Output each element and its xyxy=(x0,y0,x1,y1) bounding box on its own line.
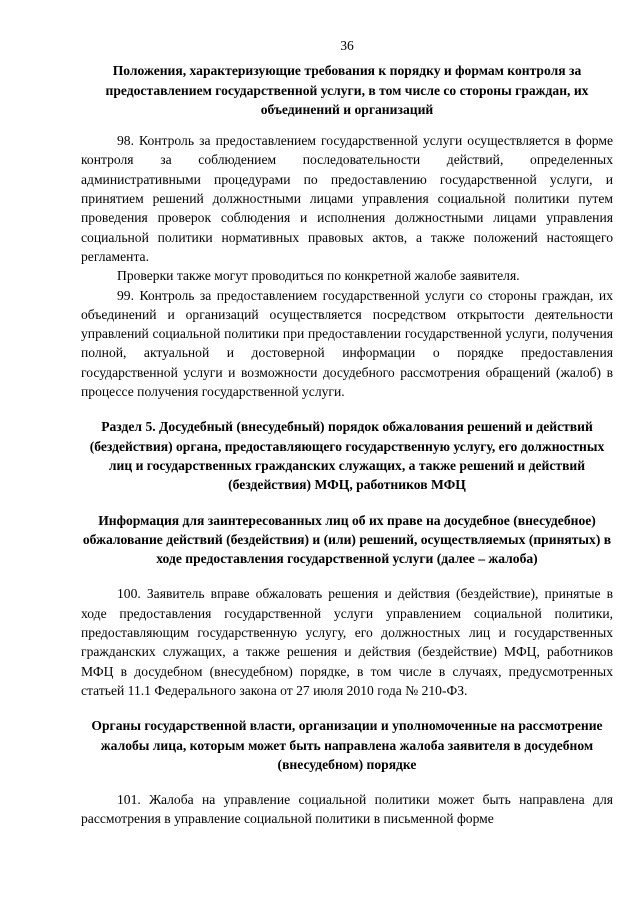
heading-control-provisions: Положения, характеризующие требования к порядку и формам контроля за предоставлением государственной услуги, в том числе со стороны граждан, их объединений и организаций xyxy=(105,63,589,117)
heading-section-5: Раздел 5. Досудебный (внесудебный) порядок обжалования решений и действий (бездействия) органа, предоставляющего государственную услугу, его должностных лиц и государственных гражданских служащих, а также решений и действий (бездействия) МФЦ, работников МФЦ xyxy=(89,419,605,493)
paragraph-98-check: Проверки также могут проводиться по конкретной жалобе заявителя. xyxy=(117,268,520,284)
paragraph-98: 98. Контроль за предоставлением государственной услуги осуществляется в форме контроля за соблюдением последовательности действий, определенных административными процедурами по предоставлению государственной услуги, и принятием решений должностными лицами управления социальной политики путем проведения проверок соблюдения и исполнения должностными лицами управления социальной политики нормативных правовых актов, а также положений настоящего регламента. xyxy=(81,133,613,264)
paragraph-101: 101. Жалоба на управление социальной политики может быть направлена для рассмотрения в управление социальной политики в письменной форме xyxy=(81,792,613,827)
paragraph-100: 100. Заявитель вправе обжаловать решения и действия (бездействие), принятые в ходе предоставления государственной услуги управлением социальной политики, предоставляющим государственную услугу, его должностных лиц и государственных гражданских служащих, а также решения и действия (бездействие) МФЦ, работников МФЦ в досудебном (внесудебном) порядке, в том числе в случаях, предусмотренных статьей 11.1 Федерального закона от 27 июля 2010 года № 210-ФЗ. xyxy=(81,586,613,698)
heading-complaint-bodies: Органы государственной власти, организации и уполномоченные на рассмотрение жалобы лица, которым может быть направлена жалоба заявителя в досудебном (внесудебном) порядке xyxy=(91,718,603,772)
heading-appeal-information: Информация для заинтересованных лиц об их праве на досудебное (внесудебное) обжалование действий (бездействия) и (или) решений, осуществляемых (принятых) в ходе предоставления государственной услуги (далее – жалоба) xyxy=(82,512,612,567)
paragraph-99: 99. Контроль за предоставлением государственной услуги со стороны граждан, их объединений и организаций осуществляется посредством открытости деятельности управлений социальной политики при предоставлении государственной услуги, получения полной, актуальной и достоверной информации о порядке предоставления государственной услуги и возможности досудебного рассмотрения обращений (жалоб) в процессе получения государственной услуги. xyxy=(81,287,613,400)
page-number: 36 xyxy=(340,38,354,53)
